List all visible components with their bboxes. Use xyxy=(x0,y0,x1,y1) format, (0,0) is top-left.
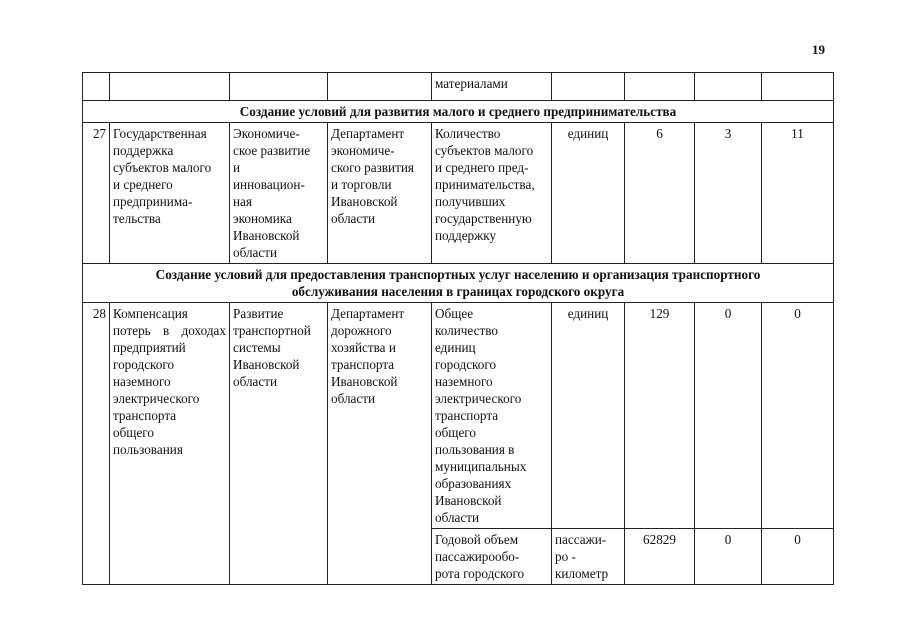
event-line: Компенсация xyxy=(113,306,188,321)
event-line: Государственная xyxy=(113,126,207,141)
event-line: и среднего xyxy=(113,177,173,192)
cell-event xyxy=(110,73,230,101)
cell-val3: 0 xyxy=(762,303,834,529)
cell-executor xyxy=(328,73,432,101)
event-line: субъектов малого xyxy=(113,160,212,175)
event-line: предпринима- xyxy=(113,194,193,209)
cell-val1 xyxy=(625,73,695,101)
indicator-line: поддержку xyxy=(435,228,497,243)
indicator-line: получивших xyxy=(435,194,506,209)
cell-indicator xyxy=(432,303,552,529)
event-line: наземного xyxy=(113,374,171,389)
executor-line: ского развития xyxy=(331,160,414,175)
indicator-line: городского xyxy=(435,357,497,372)
section-title-transport xyxy=(83,264,834,303)
program-line: Развитие xyxy=(233,306,284,321)
cell-program xyxy=(230,73,328,101)
executor-line: Департамент xyxy=(331,306,405,321)
indicator-text: материалами xyxy=(435,76,508,91)
indicator-line: и среднего пред- xyxy=(435,160,529,175)
cell-val2: 3 xyxy=(695,123,762,264)
section-header-row xyxy=(83,101,834,123)
program-line: ское развитие xyxy=(233,143,311,158)
cell-val3: 11 xyxy=(762,123,834,264)
indicator-line: муниципальных xyxy=(435,459,527,474)
executor-line: Ивановской xyxy=(331,374,398,389)
program-line: системы xyxy=(233,340,281,355)
indicator-line: Ивановской xyxy=(435,493,502,508)
cell-num xyxy=(83,73,110,101)
executor-line: хозяйства и xyxy=(331,340,396,355)
indicator-line: государственную xyxy=(435,211,532,226)
indicator-line: Общее xyxy=(435,306,474,321)
event-line: поддержка xyxy=(113,143,174,158)
indicator-line: пассажирообо- xyxy=(435,549,520,564)
program-line: Ивановской xyxy=(233,357,300,372)
program-line: области xyxy=(233,374,278,389)
program-line: области xyxy=(233,245,278,260)
indicator-line: субъектов малого xyxy=(435,143,534,158)
program-line: экономика xyxy=(233,211,292,226)
indicator-line: Количество xyxy=(435,126,501,141)
cell-val3 xyxy=(762,73,834,101)
table-row-27 xyxy=(83,123,834,264)
indicator-line: рота городского xyxy=(435,566,525,581)
executor-line: области xyxy=(331,391,376,406)
event-line: пользования xyxy=(113,442,183,457)
executor-line: Ивановской xyxy=(331,194,398,209)
event-line: транспорта xyxy=(113,408,177,423)
indicator-line: единиц xyxy=(435,340,476,355)
cell-unit xyxy=(552,529,625,585)
executor-line: и торговли xyxy=(331,177,392,192)
program-line: инновацион- xyxy=(233,177,305,192)
cell-val2 xyxy=(695,73,762,101)
unit-line: пассажи- xyxy=(555,532,607,547)
cell-event xyxy=(110,303,230,585)
section-title-line: обслуживания населения в границах городского округа xyxy=(291,284,625,299)
indicator-line: наземного xyxy=(435,374,493,389)
indicator-line: Годовой объем xyxy=(435,532,519,547)
cell-val2: 0 xyxy=(695,529,762,585)
cell-event xyxy=(110,123,230,264)
cell-val1: 6 xyxy=(625,123,695,264)
indicator-line: общего xyxy=(435,425,476,440)
cell-program xyxy=(230,123,328,264)
cell-indicator xyxy=(432,123,552,264)
executor-line: экономиче- xyxy=(331,143,395,158)
indicator-line: количество xyxy=(435,323,498,338)
program-line: Ивановской xyxy=(233,228,300,243)
cell-indicator xyxy=(432,73,552,101)
indicator-line: принимательства, xyxy=(435,177,535,192)
table-row-28 xyxy=(83,303,834,529)
cell-unit xyxy=(552,73,625,101)
program-line: Экономиче- xyxy=(233,126,300,141)
section-title-line: Создание условий для предоставления транспортных услуг населению и организация транспортного xyxy=(155,267,761,282)
executor-line: области xyxy=(331,211,376,226)
table-row-continuation xyxy=(83,73,834,101)
row-number: 27 xyxy=(83,123,110,264)
indicator-line: транспорта xyxy=(435,408,499,423)
executor-line: дорожного xyxy=(331,323,392,338)
executor-line: Департамент xyxy=(331,126,405,141)
cell-executor xyxy=(328,303,432,585)
cell-val2: 0 xyxy=(695,303,762,529)
program-line: и xyxy=(233,160,241,175)
program-line: ная xyxy=(233,194,252,209)
unit-line: ро - xyxy=(555,549,576,564)
indicator-line: пользования в xyxy=(435,442,515,457)
program-table xyxy=(82,72,834,585)
cell-program xyxy=(230,303,328,585)
cell-indicator xyxy=(432,529,552,585)
cell-unit: единиц xyxy=(552,303,625,529)
event-line: предприятий xyxy=(113,340,186,355)
event-line: тельства xyxy=(113,211,161,226)
event-line: общего xyxy=(113,425,154,440)
program-line: транспортной xyxy=(233,323,311,338)
unit-line: километр xyxy=(555,566,609,581)
section-title-small-business: Создание условий для развития малого и среднего предпринимательства xyxy=(83,101,834,123)
cell-unit: единиц xyxy=(552,123,625,264)
row-number: 28 xyxy=(83,303,110,585)
cell-executor xyxy=(328,123,432,264)
cell-val1: 129 xyxy=(625,303,695,529)
executor-line: транспорта xyxy=(331,357,395,372)
page-number: 19 xyxy=(812,42,825,57)
indicator-line: образованиях xyxy=(435,476,512,491)
section-header-row xyxy=(83,264,834,303)
event-line: потерь в доходах xyxy=(113,323,226,338)
cell-val3: 0 xyxy=(762,529,834,585)
cell-val1: 62829 xyxy=(625,529,695,585)
indicator-line: области xyxy=(435,510,480,525)
indicator-line: электрического xyxy=(435,391,522,406)
event-line: электрического xyxy=(113,391,200,406)
event-line: городского xyxy=(113,357,175,372)
